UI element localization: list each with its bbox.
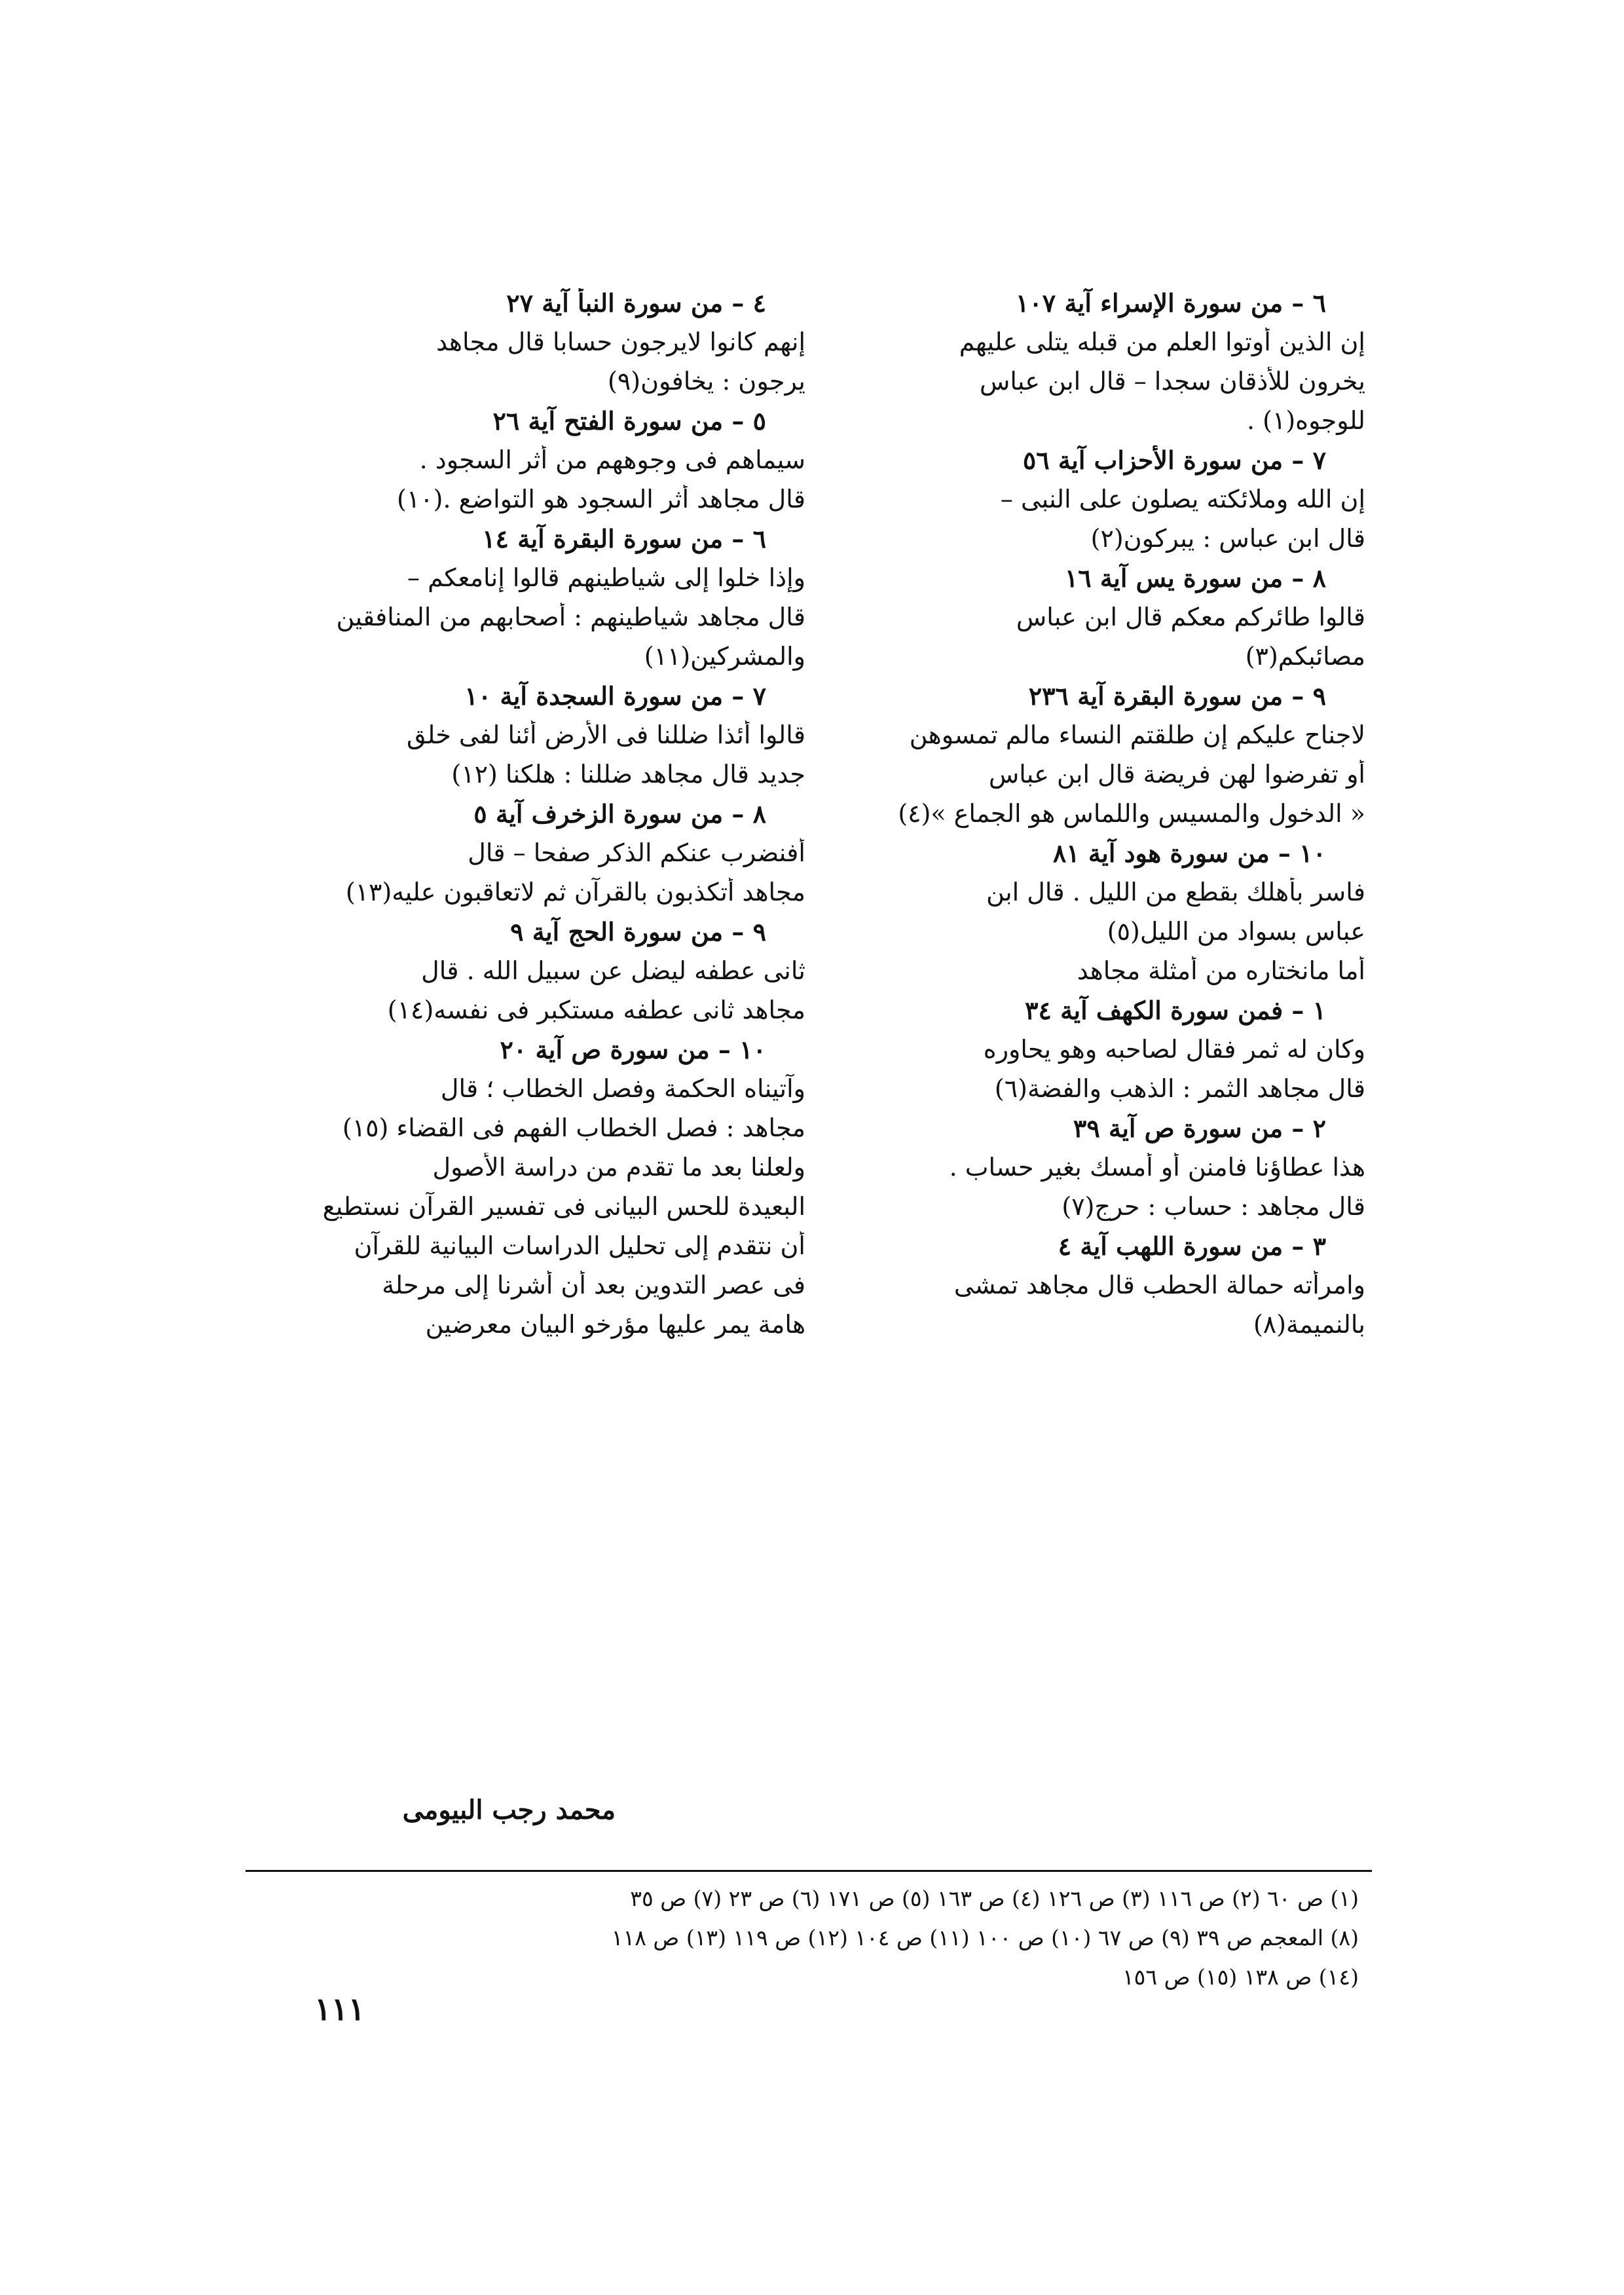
verse-heading: ٨ – من سورة يس آية ١٦: [1064, 563, 1326, 593]
verse-heading: ٣ – من سورة اللهب آية ٤: [1058, 1231, 1326, 1261]
verse-heading: ٩ – من سورة الحج آية ٩: [510, 917, 766, 946]
text-line: وكان له ثمر فقال لصاحبه وهو يحاوره: [983, 1035, 1365, 1064]
text-line: « الدخول والمسيس واللماس هو الجماع »(٤): [898, 799, 1365, 828]
left-column: [308, 288, 805, 1349]
verse-heading: ٤ – من سورة النبأ آية ٢٧: [506, 288, 766, 318]
text-line: أفنضرب عنكم الذكر صفحا – قال: [468, 838, 805, 867]
text-line: إنهم كانوا لايرجون حسابا قال مجاهد: [436, 327, 805, 356]
text-line: إن الذين أوتوا العلم من قبله يتلى عليهم: [959, 327, 1365, 356]
text-line: قال ابن عباس : يبركون(٢): [1090, 524, 1365, 553]
text-line: قال مجاهد أثر السجود هو التواضع .(١٠): [396, 485, 805, 513]
text-line: مجاهد ثانى عطفه مستكبر فى نفسه(١٤): [387, 996, 805, 1024]
text-line: هذا عطاؤنا فامنن أو أمسك بغير حساب .: [949, 1153, 1365, 1182]
verse-heading: ٩ – من سورة البقرة آية ٢٣٦: [1028, 681, 1326, 711]
text-line: عباس بسواد من الليل(٥): [1107, 917, 1365, 946]
text-line: سيماهم فى وجوههم من أثر السجود .: [419, 445, 805, 474]
text-line: قالوا طائركم معكم قال ابن عباس: [1016, 603, 1365, 631]
text-line: قال مجاهد : حساب : حرج(٧): [1061, 1192, 1365, 1221]
verse-heading: ٢ – من سورة ص آية ٣٩: [1073, 1113, 1326, 1143]
right-column: [868, 288, 1365, 1349]
text-line: ثانى عطفه ليضل عن سبيل الله . قال: [421, 956, 805, 985]
text-line: هامة يمر عليها مؤرخو البيان معرضين: [425, 1310, 805, 1339]
verse-heading: ٦ – من سورة البقرة آية ١٤: [482, 524, 766, 553]
verse-heading: ١٠ – من سورة هود آية ٨١: [1052, 838, 1326, 868]
text-line: أن نتقدم إلى تحليل الدراسات البيانية للقرآن: [354, 1231, 805, 1260]
text-line: مجاهد : فصل الخطاب الفهم فى القضاء (١٥): [342, 1113, 805, 1142]
text-line: قال مجاهد الثمر : الذهب والفضة(٦): [994, 1074, 1365, 1103]
verse-heading: ٧ – من سورة السجدة آية ١٠: [464, 681, 766, 711]
footnote-line-2: (٨) المعجم ص ٣٩ (٩) ص ٦٧ (١٠) ص ١٠٠ (١١) ص ١٠٤ (١٢) ص ١١٩ (١٣) ص ١١٨: [611, 1925, 1359, 1950]
text-line: وآتيناه الحكمة وفصل الخطاب ؛ قال: [440, 1074, 805, 1103]
footnote-line-1: (١) ص ٦٠ (٢) ص ١١٦ (٣) ص ١٢٦ (٤) ص ١٦٣ (٥) ص ١٧١ (٦) ص ٢٣ (٧) ص ٣٥: [630, 1886, 1359, 1911]
text-line: قال مجاهد شياطينهم : أصحابهم من المنافقين: [336, 603, 805, 631]
text-line: والمشركين(١١): [644, 642, 805, 671]
text-line: مصائبكم(٣): [1245, 642, 1365, 671]
footnote-line-3: (١٤) ص ١٣٨ (١٥) ص ١٥٦: [1122, 1964, 1359, 1990]
text-line: فاسر بأهلك بقطع من الليل . قال ابن: [986, 878, 1365, 906]
text-line: قالوا أئذا ضللنا فى الأرض أئنا لفى خلق: [407, 720, 805, 749]
text-line: إن الله وملائكته يصلون على النبى –: [1000, 485, 1365, 513]
author-signature: محمد رجب البيومى: [402, 1795, 616, 1825]
verse-heading: ٥ – من سورة الفتح آية ٢٦: [492, 406, 766, 436]
footnote-divider: [246, 1870, 1372, 1872]
text-line: جديد قال مجاهد ضللنا : هلكنا (١٢): [451, 760, 805, 789]
page-number: ١١١: [314, 1991, 365, 2028]
text-line: بالنميمة(٨): [1253, 1310, 1365, 1339]
text-line: البعيدة للحس البيانى فى تفسير القرآن نستطيع: [322, 1192, 805, 1221]
text-line: أما مانختاره من أمثلة مجاهد: [1077, 956, 1365, 985]
text-line: لاجناح عليكم إن طلقتم النساء مالم تمسوهن: [909, 720, 1365, 749]
text-line: مجاهد أتكذبون بالقرآن ثم لاتعاقبون عليه(١٣): [345, 878, 805, 906]
verse-heading: ١٠ – من سورة ص آية ٢٠: [500, 1035, 766, 1064]
text-line: ولعلنا بعد ما تقدم من دراسة الأصول: [432, 1153, 805, 1182]
verse-heading: ٦ – من سورة الإسراء آية ١٠٧: [1015, 288, 1326, 318]
verse-heading: ١ – فمن سورة الكهف آية ٣٤: [1025, 996, 1326, 1025]
text-line: فى عصر التدوين بعد أن أشرنا إلى مرحلة: [382, 1271, 805, 1299]
text-line: يخرون للأذقان سجدا – قال ابن عباس: [979, 367, 1365, 396]
verse-heading: ٨ – من سورة الزخرف آية ٥: [473, 799, 766, 829]
text-line: أو تفرضوا لهن فريضة قال ابن عباس: [988, 760, 1365, 789]
text-line: وامرأته حمالة الحطب قال مجاهد تمشى: [953, 1271, 1365, 1299]
text-line: وإذا خلوا إلى شياطينهم قالوا إنامعكم –: [407, 563, 805, 592]
text-line: يرجون : يخافون(٩): [608, 367, 805, 396]
verse-heading: ٧ – من سورة الأحزاب آية ٥٦: [1022, 445, 1326, 475]
text-line: للوجوه(١) .: [1246, 406, 1365, 435]
